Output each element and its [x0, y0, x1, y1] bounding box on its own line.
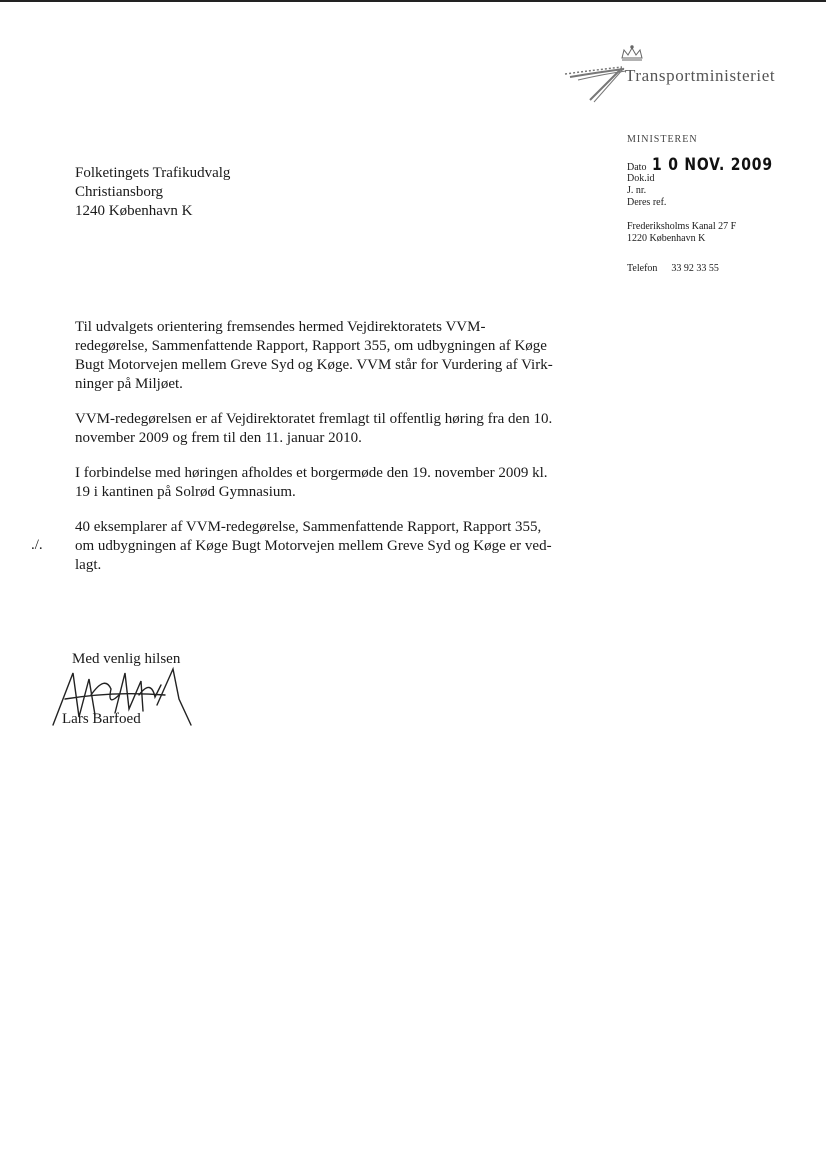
- your-ref-label: Deres ref.: [627, 197, 667, 208]
- recipient-line-2: Christiansborg: [75, 184, 164, 200]
- recipient-line-1: Folketingets Trafikudvalg: [75, 165, 231, 181]
- paragraph-line: 40 eksemplarer af VVM-redegørelse, Sammenfattende Rapport, Rapport 355,: [75, 519, 542, 535]
- paragraph-line: VVM-redegørelsen er af Vejdirektoratet fremlagt til offentlig høring fra den 10.: [75, 411, 553, 427]
- date-stamp: 1 0 NOV. 2009: [652, 155, 774, 175]
- paragraph-1: [75, 318, 595, 394]
- paragraph-line: redegørelse, Sammenfattende Rapport, Rapport 355, om udbygningen af Køge: [75, 338, 547, 354]
- date-row: [627, 155, 817, 173]
- top-border-line: [0, 0, 826, 2]
- paragraph-line: ninger på Miljøet.: [75, 376, 183, 392]
- ministry-logo: [560, 40, 800, 110]
- paragraph-line: I forbindelse med høringen afholdes et borgermøde den 19. november 2009 kl.: [75, 465, 548, 481]
- doc-id-label: Dok.id: [627, 173, 655, 184]
- recipient-address: [75, 164, 230, 221]
- phone-number: 33 92 33 55: [671, 263, 719, 274]
- paragraph-2: [75, 410, 595, 448]
- enclosure-mark: ./.: [31, 537, 43, 553]
- paragraph-line: om udbygningen af Køge Bugt Motorvejen mellem Greve Syd og Køge er ved-: [75, 538, 552, 554]
- sender-title: MINISTEREN: [627, 134, 698, 145]
- paragraph-3: [75, 464, 595, 502]
- phone-label: Telefon: [627, 263, 658, 274]
- paragraph-line: lagt.: [75, 557, 102, 573]
- address-line-1: Frederiksholms Kanal 27 F: [627, 221, 737, 232]
- date-label: Dato: [627, 162, 647, 173]
- closing-greeting: Med venlig hilsen: [72, 651, 181, 667]
- ministry-name: Transportministeriet: [625, 66, 776, 85]
- address-line-2: 1220 København K: [627, 233, 706, 244]
- paragraph-line: november 2009 og frem til den 11. januar 2010.: [75, 430, 362, 446]
- signatory-name: Lars Barfoed: [62, 711, 141, 727]
- crown-icon: [622, 46, 642, 60]
- letter-meta: [627, 134, 817, 274]
- letter-body: [75, 318, 595, 591]
- paragraph-4-enclosure: [75, 518, 595, 575]
- phone-row: [627, 263, 817, 274]
- paragraph-line: Bugt Motorvejen mellem Greve Syd og Køge. VVM står for Vurdering af Virk-: [75, 357, 553, 373]
- recipient-line-3: 1240 København K: [75, 203, 193, 219]
- journal-number-label: J. nr.: [627, 185, 647, 196]
- paragraph-line: Til udvalgets orientering fremsendes hermed Vejdirektoratets VVM-: [75, 319, 486, 335]
- paragraph-line: 19 i kantinen på Solrød Gymnasium.: [75, 484, 296, 500]
- sender-address: [627, 221, 817, 245]
